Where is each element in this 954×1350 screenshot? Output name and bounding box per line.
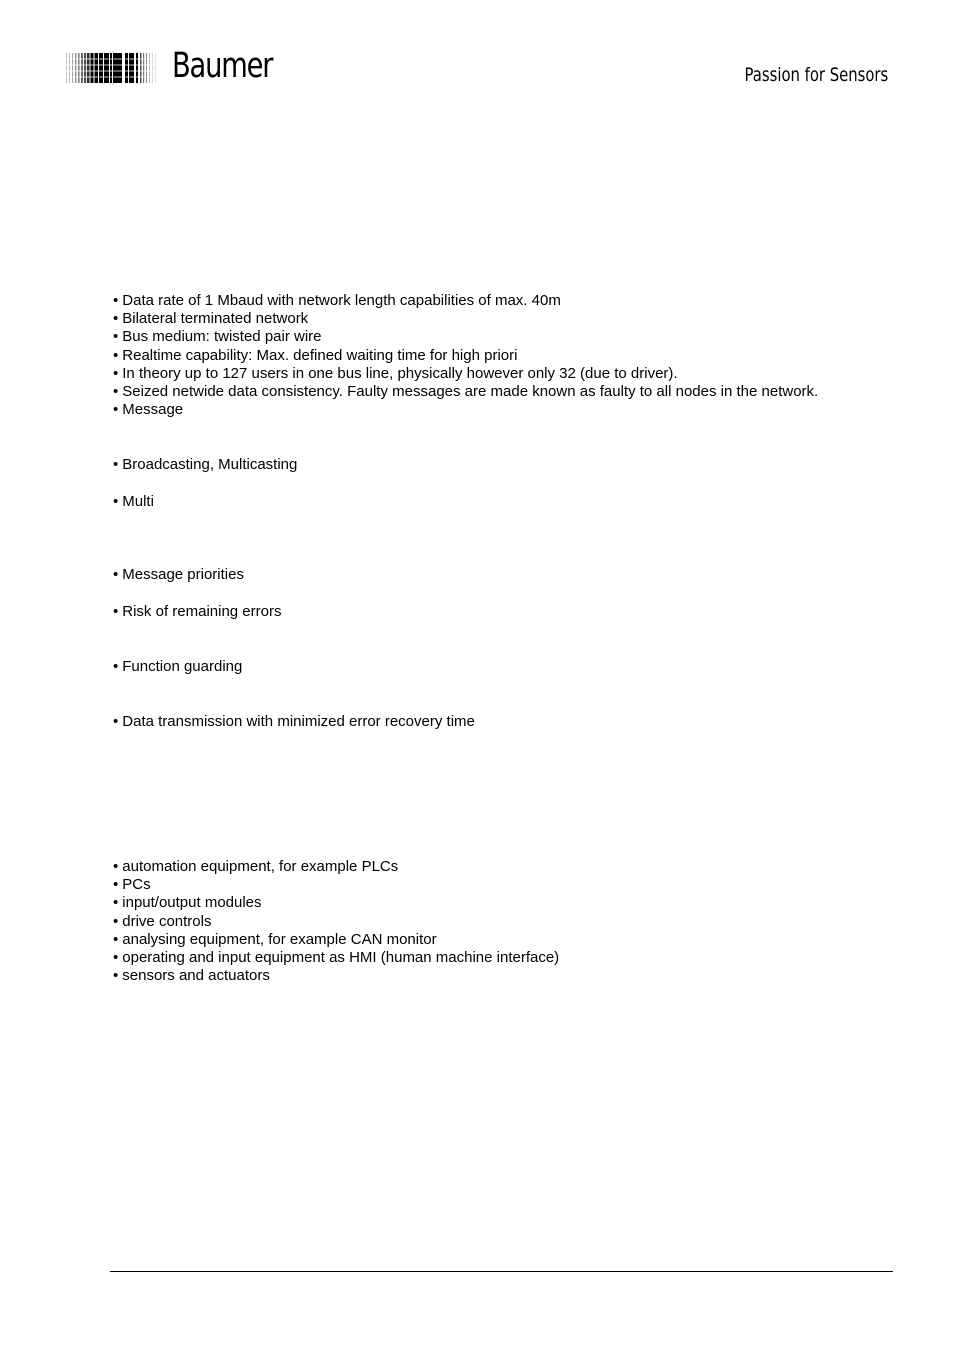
bullet-icon: • <box>113 364 119 382</box>
bullet-icon: • <box>113 492 119 510</box>
list-item: • PCs <box>113 876 151 894</box>
bullet-icon: • <box>113 930 119 948</box>
list-item: • Realtime capability: Max. defined waiting time for high priori <box>113 346 518 364</box>
list-item: • sensors and actuators <box>113 967 270 985</box>
list-item: • Bilateral terminated network <box>113 310 309 328</box>
logo-bars-icon <box>66 53 158 83</box>
list-item: • Data rate of 1 Mbaud with network length capabilities of max. 40m <box>113 292 561 309</box>
footer-divider <box>110 1271 893 1272</box>
list-item: • Function guarding <box>113 658 243 676</box>
list-item: • Bus medium: twisted pair wire <box>113 328 322 346</box>
devices-list <box>113 858 559 985</box>
list-item: • Broadcasting, Multicasting <box>113 456 298 474</box>
bullet-icon: • <box>113 310 119 328</box>
brand-name: Baumer <box>172 46 273 86</box>
bullet-icon: • <box>113 713 119 731</box>
list-item: • Risk of remaining errors <box>113 603 282 621</box>
bullet-icon: • <box>113 346 119 364</box>
bullet-icon: • <box>113 292 119 309</box>
bullet-icon: • <box>113 912 119 930</box>
list-item: • Multi <box>113 492 154 510</box>
baumer-logo <box>66 46 296 90</box>
list-item: • drive controls <box>113 912 212 930</box>
bullet-icon: • <box>113 566 119 584</box>
list-item: • Seized netwide data consistency. Faulty messages are made known as faulty to all nodes in the network. <box>113 383 819 401</box>
list-item: • operating and input equipment as HMI (human machine interface) <box>113 949 560 967</box>
bullet-icon: • <box>113 456 119 474</box>
list-item: • analysing equipment, for example CAN monitor <box>113 930 437 948</box>
bullet-icon: • <box>113 383 119 401</box>
page-header <box>0 0 954 110</box>
bullet-icon: • <box>113 328 119 346</box>
bullet-icon: • <box>113 949 119 967</box>
bullet-icon: • <box>113 894 119 912</box>
features-list <box>113 292 818 731</box>
tagline: Passion for Sensors <box>744 64 888 86</box>
list-item: • In theory up to 127 users in one bus line, physically however only 32 (due to driver). <box>113 364 678 382</box>
list-item: • Data transmission with minimized error recovery time <box>113 713 475 731</box>
list-item: • Message <box>113 401 184 419</box>
bullet-icon: • <box>113 858 119 875</box>
list-item: • input/output modules <box>113 894 262 912</box>
bullet-icon: • <box>113 603 119 621</box>
bullet-icon: • <box>113 876 119 894</box>
bullet-icon: • <box>113 967 119 985</box>
list-item: • automation equipment, for example PLCs <box>113 858 399 875</box>
list-item: • Message priorities <box>113 566 244 584</box>
bullet-icon: • <box>113 658 119 676</box>
bullet-icon: • <box>113 401 119 419</box>
